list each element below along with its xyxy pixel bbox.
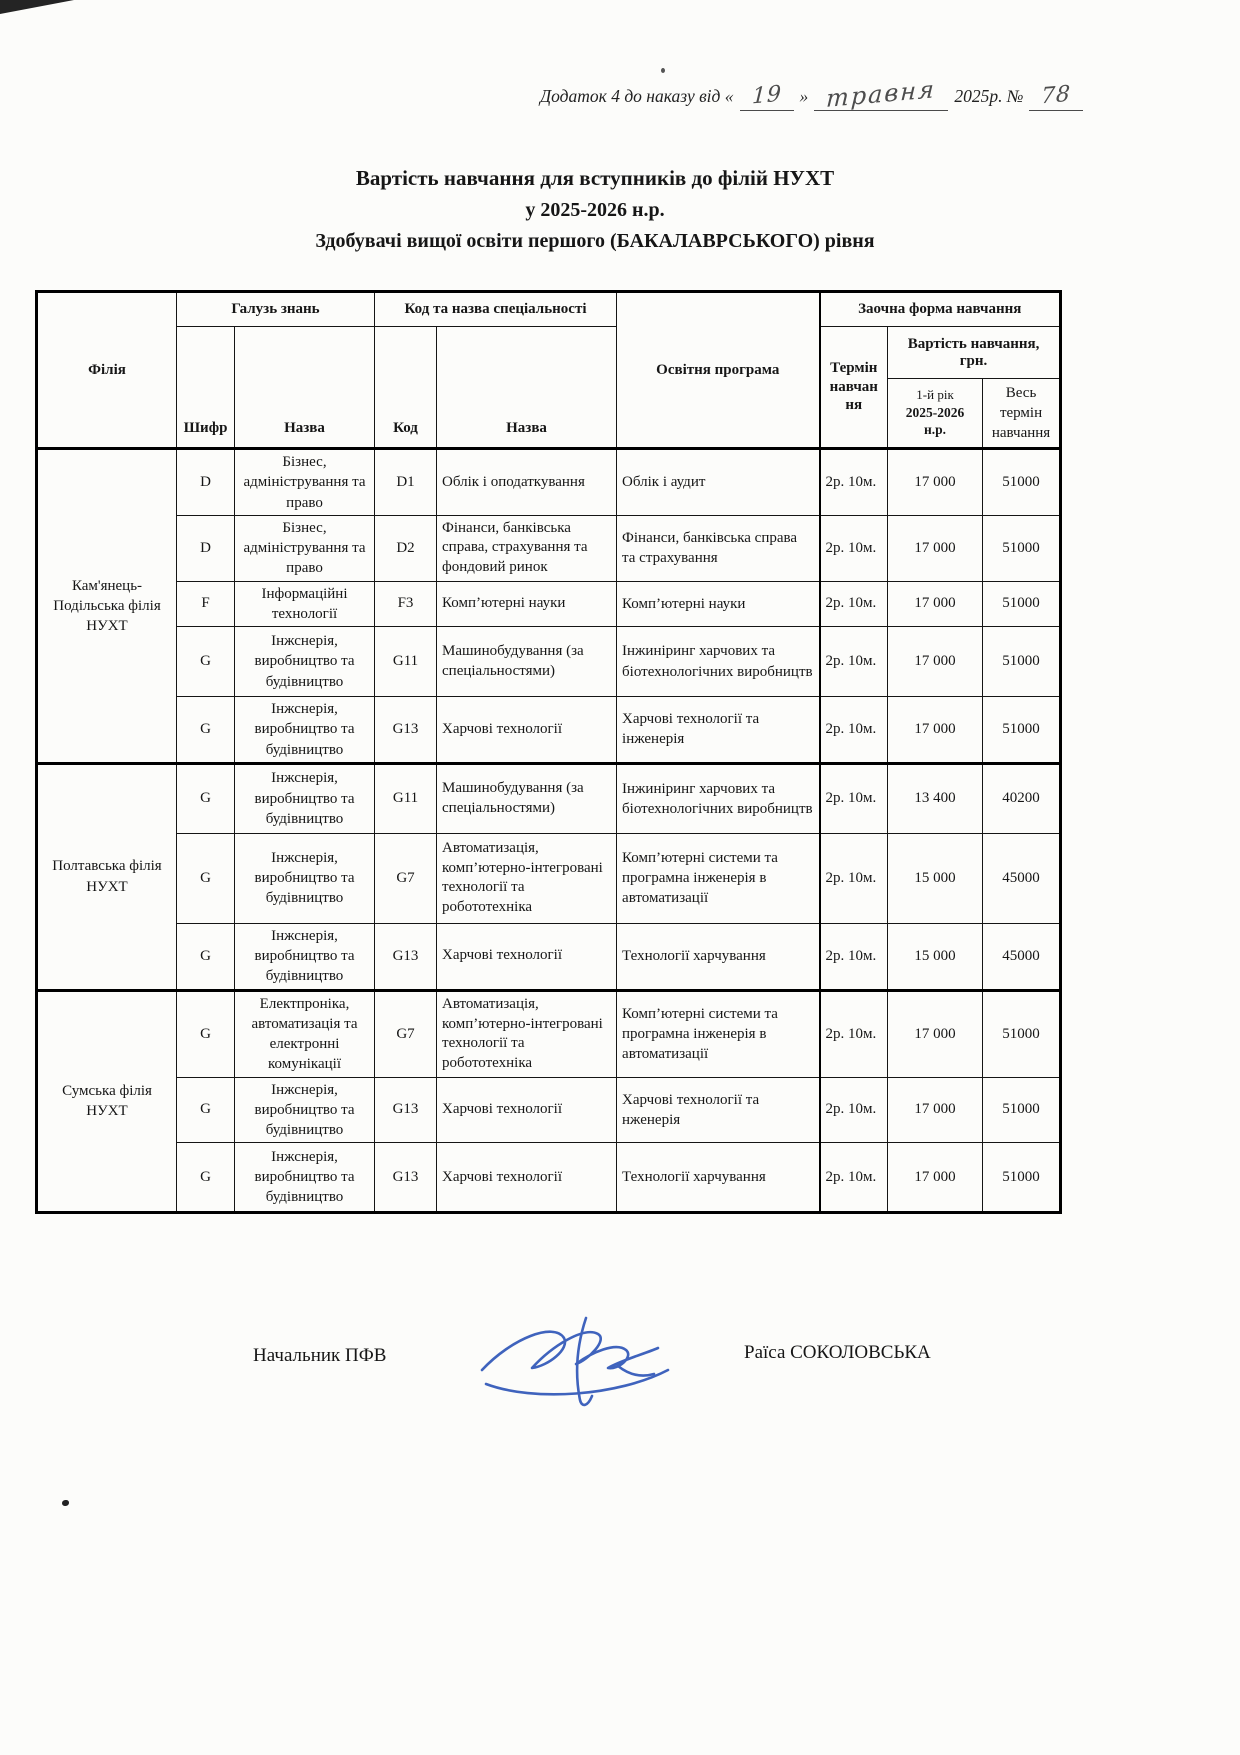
title-line-2: у 2025-2026 н.р.: [525, 198, 665, 221]
table-row: [37, 627, 1061, 697]
spec-name-cell: Харчові технології: [437, 697, 617, 764]
field-code-cell: G: [177, 833, 235, 923]
total-cost-cell: 51000: [983, 581, 1061, 627]
branch-cell: Сумська філія НУХТ: [37, 990, 177, 1213]
first-year-cost-cell: 17 000: [888, 990, 983, 1077]
program-cell: Інжиніринг харчових та біотехнологічних виробництв: [617, 763, 820, 833]
total-cost-cell: 40200: [983, 763, 1061, 833]
total-cost-cell: 45000: [983, 923, 1061, 990]
duration-cell: 2р. 10м.: [820, 449, 888, 516]
signatory-position: Начальник ПФВ: [253, 1345, 387, 1366]
scan-artifact-corner: [0, 0, 74, 14]
duration-cell: 2р. 10м.: [820, 581, 888, 627]
program-cell: Фінанси, банківська справа та страхування: [617, 515, 820, 581]
duration-cell: 2р. 10м.: [820, 763, 888, 833]
total-cost-cell: 51000: [983, 697, 1061, 764]
program-cell: Харчові технології та інженерія: [617, 697, 820, 764]
annotation-printed-year: 2025р. №: [954, 86, 1024, 106]
col-header-field-code: Шифр: [177, 327, 235, 449]
field-name-cell: Бізнес, адміністрування та право: [235, 515, 375, 581]
spec-code-cell: D1: [375, 449, 437, 516]
annotation-printed-prefix: Додаток 4 до наказу від «: [540, 86, 734, 106]
branch-cell: Полтавська філія НУХТ: [37, 763, 177, 990]
first-year-suffix: н.р.: [924, 422, 947, 438]
first-year-cost-cell: 13 400: [888, 763, 983, 833]
document-title: [0, 163, 1190, 257]
col-header-cost: Вартість навчання, грн.: [888, 327, 1061, 379]
spec-code-cell: F3: [375, 581, 437, 627]
program-cell: Комп’ютерні науки: [617, 581, 820, 627]
spec-code-cell: D2: [375, 515, 437, 581]
spec-name-cell: Комп’ютерні науки: [437, 581, 617, 627]
first-year-cost-cell: 17 000: [888, 627, 983, 697]
col-header-field-group: Галузь знань: [177, 292, 375, 327]
spec-code-cell: G7: [375, 990, 437, 1077]
field-code-cell: D: [177, 449, 235, 516]
first-year-years: 2025-2026: [905, 405, 965, 421]
col-header-full-term: Весь термін навчання: [983, 379, 1061, 449]
signature-block: [0, 1320, 1240, 1440]
spec-name-cell: Харчові технології: [437, 1143, 617, 1213]
duration-cell: 2р. 10м.: [820, 1077, 888, 1143]
spec-code-cell: G13: [375, 923, 437, 990]
field-name-cell: Бізнес, адміністрування та право: [235, 449, 375, 516]
first-year-cost-cell: 17 000: [888, 1143, 983, 1213]
total-cost-cell: 51000: [983, 449, 1061, 516]
program-cell: Харчові технології та нженерія: [617, 1077, 820, 1143]
spec-code-cell: G7: [375, 833, 437, 923]
annotation-month-blank: [814, 75, 948, 113]
col-header-branch: Філія: [37, 292, 177, 449]
field-code-cell: G: [177, 1077, 235, 1143]
signatory-name: Раїса СОКОЛОВСЬКА: [744, 1342, 931, 1363]
first-year-label: 1-й рік: [916, 387, 954, 403]
col-header-field-name: Назва: [235, 327, 375, 449]
table-row: [37, 697, 1061, 764]
annotation-close-quote: »: [799, 86, 809, 106]
col-header-spec-name: Назва: [437, 327, 617, 449]
col-header-first-year: [888, 379, 983, 449]
table-row: [37, 581, 1061, 627]
total-cost-cell: 51000: [983, 627, 1061, 697]
col-header-spec-code: Код: [375, 327, 437, 449]
duration-cell: 2р. 10м.: [820, 697, 888, 764]
col-header-parttime: Заочна форма навчання: [820, 292, 1061, 327]
program-cell: Технології харчування: [617, 923, 820, 990]
spec-name-cell: Машинобудування (за спеціальностями): [437, 763, 617, 833]
field-name-cell: Інжснерія, виробництво та будівництво: [235, 923, 375, 990]
annotation-number-blank: [1029, 83, 1083, 111]
handwritten-day: 19: [750, 81, 783, 110]
duration-cell: 2р. 10м.: [820, 515, 888, 581]
first-year-cost-cell: 15 000: [888, 923, 983, 990]
duration-cell: 2р. 10м.: [820, 627, 888, 697]
table-row: [37, 923, 1061, 990]
total-cost-cell: 51000: [983, 515, 1061, 581]
title-line-3: Здобувачі вищої освіти першого (БАКАЛАВРСЬКОГО) рівня: [315, 229, 875, 252]
spec-code-cell: G13: [375, 697, 437, 764]
spec-code-cell: G11: [375, 627, 437, 697]
col-header-program: Освітня програма: [617, 292, 820, 449]
field-code-cell: G: [177, 1143, 235, 1213]
field-code-cell: G: [177, 990, 235, 1077]
field-name-cell: Інжснерія, виробництво та будівництво: [235, 627, 375, 697]
first-year-cost-cell: 17 000: [888, 515, 983, 581]
total-cost-cell: 45000: [983, 833, 1061, 923]
duration-cell: 2р. 10м.: [820, 1143, 888, 1213]
spec-code-cell: G13: [375, 1143, 437, 1213]
first-year-cost-cell: 17 000: [888, 581, 983, 627]
field-name-cell: Інжснерія, виробництво та будівництво: [235, 1143, 375, 1213]
spec-code-cell: G13: [375, 1077, 437, 1143]
first-year-cost-cell: 17 000: [888, 697, 983, 764]
spec-name-cell: Автоматизація, комп’ютерно-інтегровані технології та робототехніка: [437, 833, 617, 923]
spec-name-cell: Фінанси, банківська справа, страхування та фондовий ринок: [437, 515, 617, 581]
spec-name-cell: Харчові технології: [437, 1077, 617, 1143]
first-year-cost-cell: 17 000: [888, 449, 983, 516]
handwritten-month: травня: [825, 75, 937, 113]
field-name-cell: Інжснерія, виробництво та будівництво: [235, 833, 375, 923]
annotation-day-blank: [740, 83, 794, 111]
handwritten-signature: [468, 1308, 688, 1423]
table-row: [37, 1077, 1061, 1143]
first-year-cost-cell: 17 000: [888, 1077, 983, 1143]
field-code-cell: G: [177, 697, 235, 764]
scan-artifact-dot: [661, 68, 665, 73]
col-header-specialty-group: Код та назва спеціальності: [375, 292, 617, 327]
duration-cell: 2р. 10м.: [820, 833, 888, 923]
total-cost-cell: 51000: [983, 1143, 1061, 1213]
duration-cell: 2р. 10м.: [820, 990, 888, 1077]
order-annotation: [540, 75, 1085, 113]
total-cost-cell: 51000: [983, 1077, 1061, 1143]
spec-name-cell: Облік і оподаткування: [437, 449, 617, 516]
duration-cell: 2р. 10м.: [820, 923, 888, 990]
program-cell: Облік і аудит: [617, 449, 820, 516]
field-name-cell: Інформаційні технології: [235, 581, 375, 627]
table-row: [37, 763, 1061, 833]
field-name-cell: Інжснерія, виробництво та будівництво: [235, 697, 375, 764]
tuition-table: [35, 290, 1062, 1214]
field-name-cell: Інжснерія, виробництво та будівництво: [235, 1077, 375, 1143]
program-cell: Технології харчування: [617, 1143, 820, 1213]
spec-code-cell: G11: [375, 763, 437, 833]
field-code-cell: G: [177, 627, 235, 697]
first-year-cost-cell: 15 000: [888, 833, 983, 923]
total-cost-cell: 51000: [983, 990, 1061, 1077]
table-row: [37, 833, 1061, 923]
table-header: [37, 292, 1061, 449]
table-row: [37, 990, 1061, 1077]
field-name-cell: Інжснерія, виробництво та будівництво: [235, 763, 375, 833]
table-row: [37, 515, 1061, 581]
table-row: [37, 449, 1061, 516]
title-line-1: Вартість навчання для вступників до філій НУХТ: [355, 166, 835, 190]
program-cell: Інжиніринг харчових та біотехнологічних виробництв: [617, 627, 820, 697]
field-code-cell: F: [177, 581, 235, 627]
col-header-duration: Термін навчання: [820, 327, 888, 449]
spec-name-cell: Харчові технології: [437, 923, 617, 990]
field-code-cell: D: [177, 515, 235, 581]
handwritten-number: 78: [1040, 81, 1073, 110]
field-name-cell: Електпроніка, автоматизація та електронні комунікації: [235, 990, 375, 1077]
program-cell: Комп’ютерні системи та програмна інженерія в автоматизації: [617, 833, 820, 923]
spec-name-cell: Автоматизація, комп’ютерно-інтегровані технології та робототехніка: [437, 990, 617, 1077]
field-code-cell: G: [177, 923, 235, 990]
table-row: [37, 1143, 1061, 1213]
tuition-table-body: [37, 449, 1061, 1213]
spec-name-cell: Машинобудування (за спеціальностями): [437, 627, 617, 697]
scan-artifact-dot: [62, 1500, 69, 1506]
field-code-cell: G: [177, 763, 235, 833]
branch-cell: Кам'янець-Подільська філія НУХТ: [37, 449, 177, 764]
program-cell: Комп’ютерні системи та програмна інженерія в автоматизації: [617, 990, 820, 1077]
